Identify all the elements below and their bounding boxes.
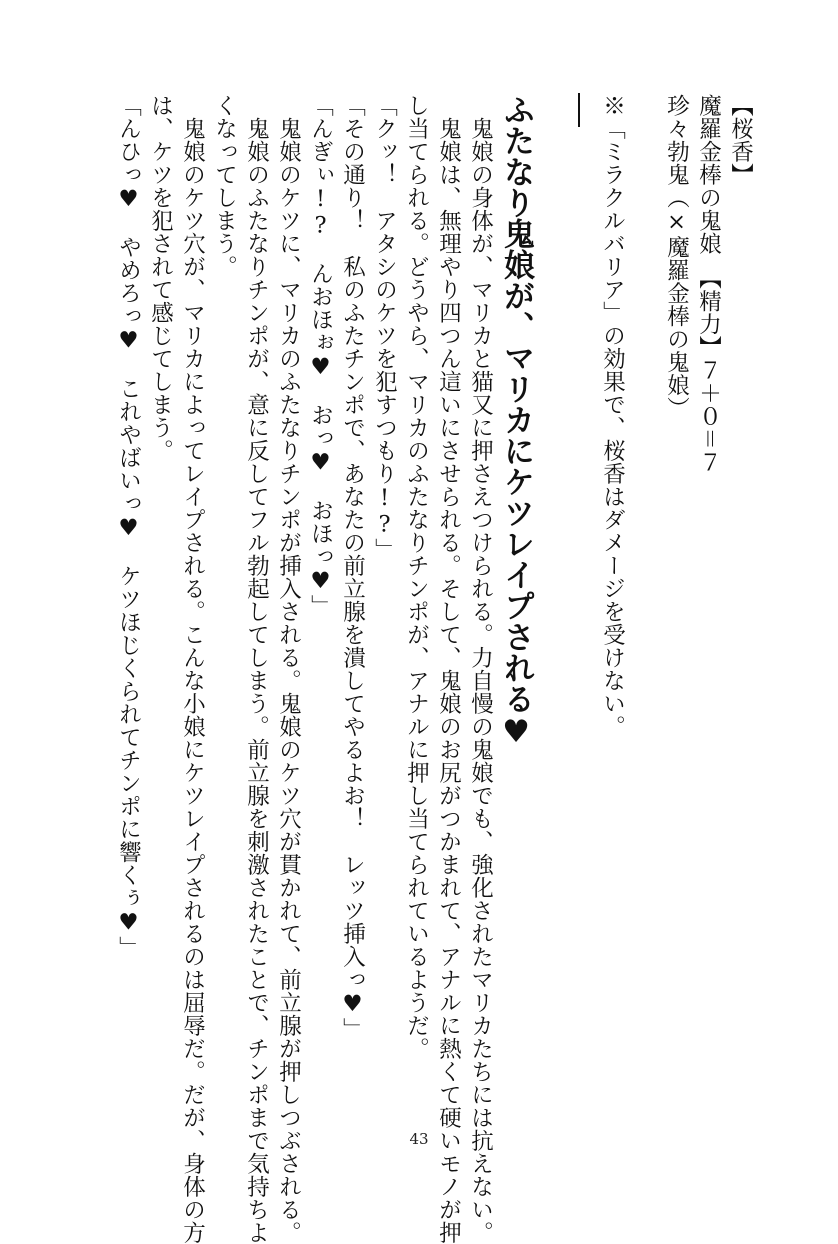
section-rule — [578, 93, 580, 127]
body-line: 鬼娘の身体が、マリカと猫又に押さえつけられる。力自慢の鬼娘でも、強化されたマリカたちには抗えない。 — [467, 94, 494, 1244]
status-line: 魔羅金棒の鬼娘 【精力】７＋０＝７ — [695, 94, 722, 474]
section-heading: ふたなり鬼娘が、マリカにケツレイプされる♥ — [498, 94, 534, 750]
body-line: くなってしまう。 — [211, 94, 238, 278]
effect-line: 珍々勃鬼（×魔羅金棒の鬼娘） — [663, 94, 690, 420]
body-line: は、ケツを犯されて感じてしまう。 — [147, 94, 174, 462]
dialogue-line: 「んひっ♥ やめろっ♥ これやばいっ♥ ケツほじくられてチンポに響くぅ♥」 — [115, 94, 142, 959]
body-line: 鬼娘のケツ穴が、マリカによってレイプされる。こんな小娘にケツレイプされるのは屈辱だ。だが、身体の方 — [179, 94, 206, 1244]
character-name: 【桜香】 — [727, 94, 754, 186]
dialogue-line: 「その通り！ 私のふたチンポで、あなたの前立腺を潰してやるよお！ レッツ挿入っ♥」 — [339, 94, 366, 1041]
dialogue-line: 「んぎぃ!? んおほぉ♥ おっ♥ おほっ♥」 — [307, 94, 334, 618]
body-line: 鬼娘のふたなりチンポが、意に反してフル勃起してしまう。前立腺を刺激されたことで、チンポまで気持ちよ — [243, 94, 270, 1244]
dialogue-line: 「クッ！ アタシのケツを犯すつもり!?」 — [371, 94, 398, 561]
note-line: ※「ミラクルバリア」の効果で、桜香はダメージを受けない。 — [599, 94, 626, 738]
page-number: 43 — [409, 1130, 429, 1148]
body-line: 鬼娘は、無理やり四つん這いにさせられる。そして、鬼娘のお尻がつかまれて、アナルに熱くて硬いモノが押 — [435, 94, 462, 1244]
body-line: 鬼娘のケツに、マリカのふたなりチンポが挿入される。鬼娘のケツ穴が貫かれて、前立腺が押しつぶされる。 — [275, 94, 302, 1244]
body-line: し当てられる。どうやら、マリカのふたなりチンポが、アナルに押し当てられているようだ。 — [403, 94, 430, 1060]
